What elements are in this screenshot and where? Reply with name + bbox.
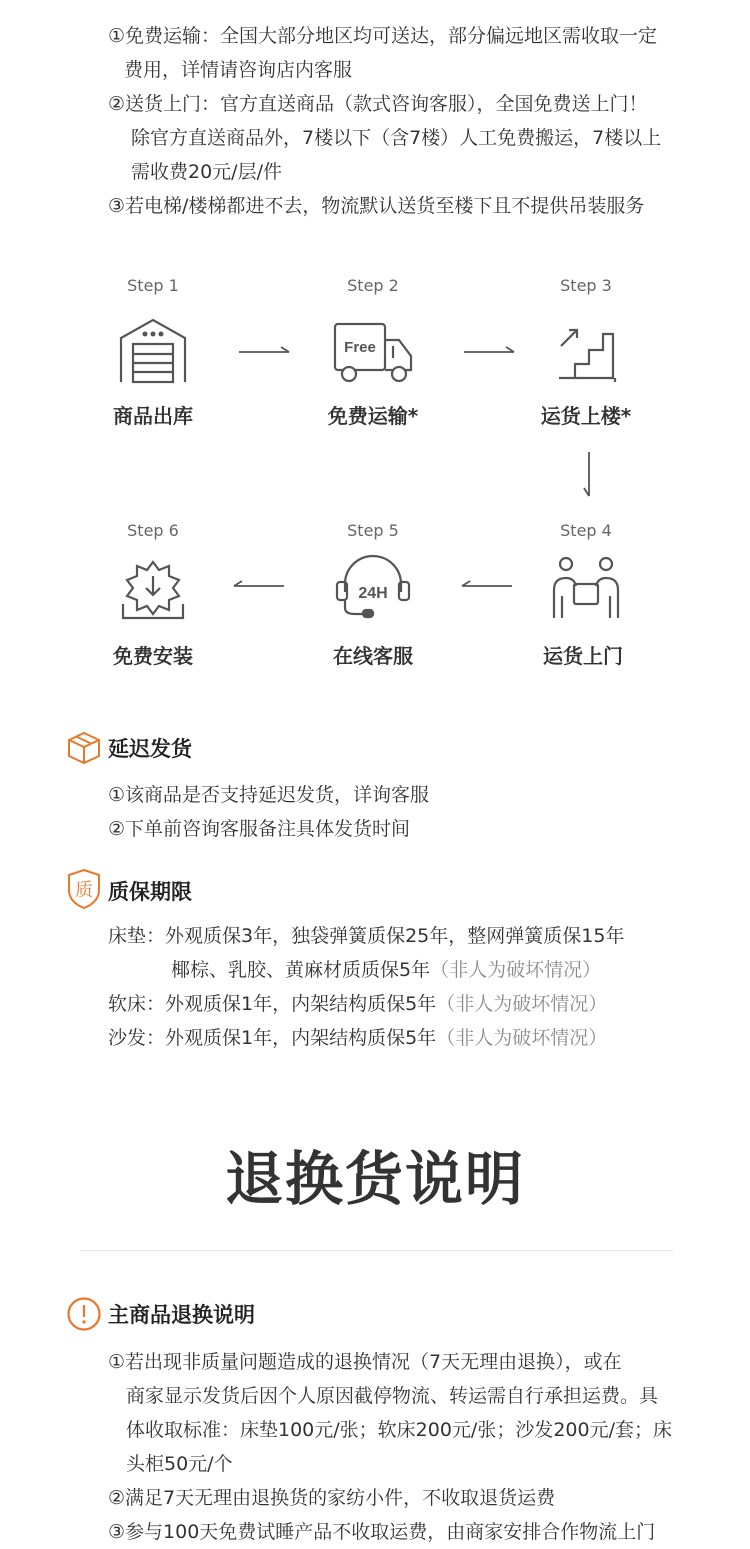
step-4-label: Step 4 [560,521,612,540]
arrow-left-icon [230,576,286,596]
arrow-left-icon [458,576,514,596]
warehouse-icon [113,312,193,392]
returns-title: 主商品退换说明 [108,1303,255,1327]
returns-item: 商家显示发货后因个人原因截停物流、转运需自行承担运费。具 [126,1385,659,1407]
warranty-row-note: （非人为破坏情况） [436,993,608,1015]
delay-title: 延迟发货 [108,737,192,761]
delivery-item: ③若电梯/楼梯都进不去，物流默认送货至楼下且不提供吊装服务 [108,195,645,217]
stairs-icon [549,312,629,392]
step-3-name: 运货上楼* [540,404,632,428]
warranty-row-text: 椰棕、乳胶、黄麻材质质保5年 [171,959,431,981]
returns-item: ②满足7天无理由退换货的家纺小件，不收取退货运费 [108,1487,556,1509]
section-divider [80,1250,673,1251]
step-2-name: 免费运输* [327,404,419,428]
returns-heading: 退换货说明 [224,1145,525,1213]
warranty-row [108,919,624,953]
step-3-label: Step 3 [560,276,612,295]
step-6-label: Step 6 [127,521,179,540]
step-6-name: 免费安装 [113,644,193,668]
shield-icon [66,868,102,910]
top-cropped-icon [66,0,102,6]
warranty-title: 质保期限 [108,880,192,904]
returns-item: 头柜50元/个 [126,1453,233,1475]
returns-item: 体收取标准：床垫100元/张；软床200元/张；沙发200元/套；床 [126,1419,673,1441]
step-2-label: Step 2 [347,276,399,295]
delay-item: ①该商品是否支持延迟发货，详询客服 [108,784,430,806]
arrow-right-icon [462,342,518,362]
delivery-people-icon [546,552,626,632]
step-4-name: 运货上门 [543,644,623,668]
box-icon [66,730,102,766]
step-5-label: Step 5 [347,521,399,540]
warranty-row-note: （非人为破坏情况） [430,959,602,981]
step-1-label: Step 1 [127,276,179,295]
step-5-name: 在线客服 [333,644,413,668]
24h-label: 24H [358,585,388,602]
delivery-item: 费用，详情请咨询店内客服 [124,59,353,81]
warranty-row [108,987,607,1021]
returns-item: ①若出现非质量问题造成的退换情况（7天无理由退换），或在 [108,1351,622,1373]
returns-item: ③参与100天免费试睡产品不收取运费，由商家安排合作物流上门 [108,1521,656,1543]
arrow-down-icon [579,450,599,500]
install-gear-icon [113,552,193,632]
exclamation-icon [66,1296,102,1332]
delay-item: ②下单前咨询客服备注具体发货时间 [108,818,411,840]
delivery-item: ②送货上门：官方直送商品（款式咨询客服），全国免费送上门！ [108,93,648,115]
arrow-right-icon [237,342,293,362]
warranty-row-text: 沙发：外观质保1年，内架结构质保5年 [108,1027,437,1049]
warranty-badge-char: 质 [75,880,93,901]
delivery-item: 需收费20元/层/件 [131,161,282,183]
warranty-row [171,953,601,987]
warranty-row [108,1021,607,1055]
warranty-row-note: （非人为破坏情况） [436,1027,608,1049]
warranty-row-text: 软床：外观质保1年，内架结构质保5年 [108,993,437,1015]
delivery-item: 除官方直送商品外，7楼以下（含7楼）人工免费搬运，7楼以上 [131,127,662,149]
free-truck-icon [333,312,413,392]
delivery-item: ①免费运输：全国大部分地区均可送达，部分偏远地区需收取一定 [108,25,658,47]
free-label: Free [344,339,376,356]
headset-icon [333,552,413,632]
warranty-row-text: 床垫：外观质保3年，独袋弹簧质保25年，整网弹簧质保15年 [108,925,625,947]
step-1-name: 商品出库 [113,404,193,428]
